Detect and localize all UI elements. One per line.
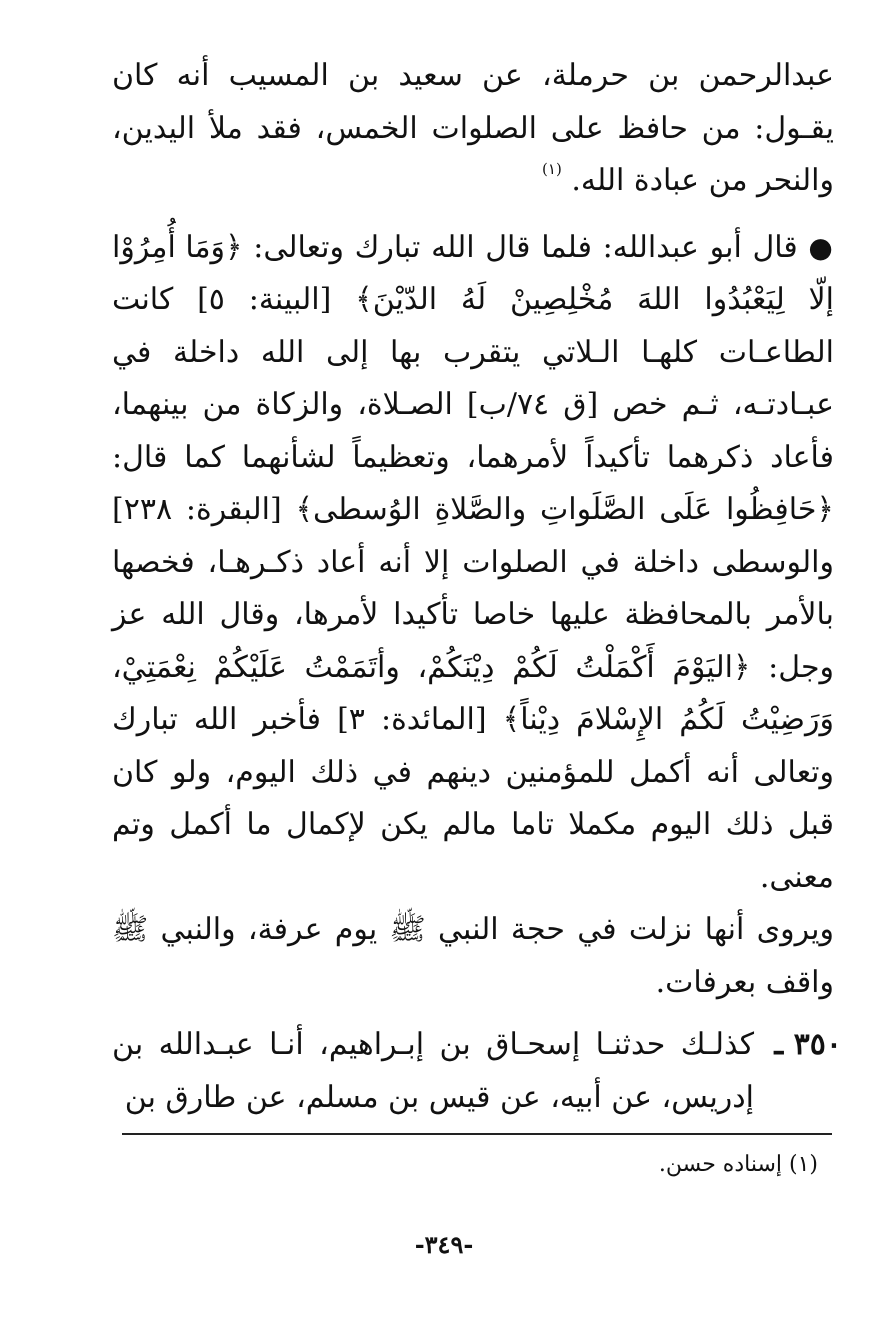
paragraph-narration <box>112 904 834 1009</box>
commentary-text-3: والوسطى داخلة في الصلوات إلا أنه أعاد ذكـرهـا، فخصها بالأمر بالمحافظة عليها خاصا تأكيدا لأمرها، وقال الله عز وجل: <box>112 544 834 685</box>
commentary-text-1: قال أبو عبدالله: فلما قال الله تبارك وتعالى: <box>242 229 798 265</box>
quran-verse-1: ﴿وَمَا أُمِرُوْا إلّا لِيَعْبُدُوا اللهَ مُخْلِصِينْ لَهُ الدّيْنَ﴾ <box>112 229 834 317</box>
narration-text: ويروى أنها نزلت في حجة النبي ﷺ يوم عرفة، والنبي ﷺ واقف بعرفات. <box>112 912 834 1000</box>
hadith-entry <box>112 1019 842 1124</box>
quran-verse-3: ﴿اليَوْمَ أَكْمَلْتُ لَكُمْ دِيْنَكُمْ، وأتَمَمْتُ عَلَيْكُمْ نِعْمَتِيْ، وَرَضِيْتُ لَكُمُ الإِسْلامَ دِيْناً﴾ <box>112 649 834 737</box>
footnote-marker: (١) <box>542 160 562 178</box>
paragraph-text: عبدالرحمن بن حرملة، عن سعيد بن المسيب أنه كان يقـول: من حافظ على الصلوات الخمس، فقد ملأ اليدين، والنحر من عبادة الله. <box>112 58 834 198</box>
hadith-text: كذلـك حدثنـا إسحـاق بن إبـراهيم، أنـا عبـدالله بن إدريس، عن أبيه، عن قيس بن مسلم، عن طارق بن <box>112 1027 754 1115</box>
paragraph-commentary <box>112 222 834 905</box>
footnote-divider <box>122 1133 832 1135</box>
commentary-text-2: كانت الطاعـات كلهـا الـلاتي يتقرب بها إلى الله داخلة في عبـادتـه، ثـم خص [ق ٧٤/ب] الصـلاة، والزكاة من بينهما، فأعاد ذكرهما تأكيداً لأمرهما، وتعظيماً لشأنهما كما قال: <box>112 282 834 475</box>
main-text <box>112 50 842 1124</box>
hadith-number: ٣٥٠ ـ <box>774 1027 842 1062</box>
quran-reference-1: [البينة: ٥] <box>173 282 356 317</box>
page-number: -٣٤٩- <box>414 1230 474 1259</box>
quran-verse-2: ﴿حَافِظُوا عَلَى الصَّلَواتِ والصَّلاةِ الوُسطى﴾ <box>295 492 834 527</box>
footnote: (١) إسناده حسن. <box>658 1152 818 1177</box>
quran-reference-2: [البقرة: ٢٣٨] <box>112 492 296 527</box>
quran-reference-3: [المائدة: ٣] <box>321 702 503 737</box>
bullet-icon: ● <box>808 230 834 264</box>
paragraph-continuation <box>112 50 834 212</box>
commentary-text-4: فأخبر الله تبارك وتعالى أنه أكمل للمؤمنين دينهم في ذلك اليوم، ولو كان قبل ذلك اليوم مكملا تاما مالم يكن لإكمال ما أكمل وتم معنى. <box>112 702 834 895</box>
